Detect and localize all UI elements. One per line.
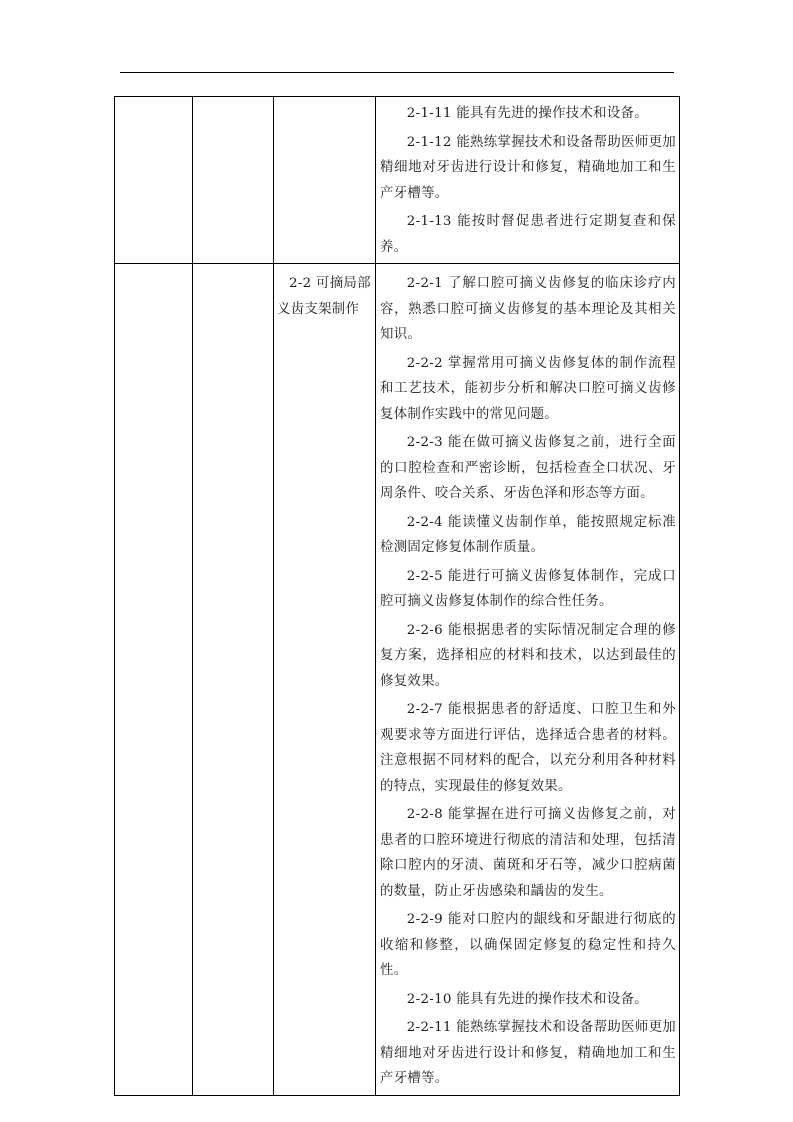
standards-table (114, 96, 680, 1096)
competency-item: 2-2-10 能具有先进的操作技术和设备。 (406, 991, 648, 1007)
competency-item: 2-2-4 能读懂义齿制作单，能按照规定标准检测固定修复体制作质量。 (380, 514, 676, 555)
table-row (115, 264, 680, 1096)
competency-item: 2-2-6 能根据患者的实际情况制定合理的修复方案，选择相应的材料和技术，以达到最佳的修复效果。 (380, 622, 676, 689)
competency-item: 2-2-11 能熟练掌握技术和设备帮助医师更加精细地对牙齿进行设计和修复，精确地加工和生产牙槽等。 (380, 1020, 676, 1086)
competency-item: 2-1-11 能具有先进的操作技术和设备。 (406, 106, 648, 121)
competency-item: 2-1-12 能熟练掌握技术和设备帮助医师更加精细地对牙齿进行设计和修复，精确地加工和生产牙槽等。 (380, 134, 676, 201)
unit-title: 2-2 可摘局部义齿支架制作 (277, 276, 371, 317)
competency-item: 2-2-7 能根据患者的舒适度、口腔卫生和外观要求等方面进行评估，选择适合患者的材料。注意根据不同材料的配合，以充分利用各种材料的特点，实现最佳的修复效果。 (380, 702, 676, 794)
competency-item: 2-2-9 能对口腔内的龈线和牙龈进行彻底的收缩和修整，以确保固定修复的稳定性和持久性。 (380, 912, 676, 978)
competency-item: 2-2-1 了解口腔可摘义齿修复的临床诊疗内容，熟悉口腔可摘义齿修复的基本理论及其相关知识。 (380, 276, 676, 342)
competency-item: 2-2-8 能掌握在进行可摘义齿修复之前，对患者的口腔环境进行彻底的清洁和处理，包括清除口腔内的牙渍、菌斑和牙石等，减少口腔病菌的数量，防止牙齿感染和龋齿的发生。 (380, 807, 676, 899)
unit-cell (274, 97, 376, 264)
competency-item: 2-1-13 能按时督促患者进行定期复查和保养。 (380, 214, 676, 255)
content-cell (376, 264, 680, 1096)
header-rule (120, 72, 674, 73)
col1-cell (115, 97, 193, 264)
unit-cell (274, 264, 376, 1096)
competency-item: 2-2-3 能在做可摘义齿修复之前，进行全面的口腔检查和严密诊断，包括检查全口状况、牙周条件、咬合关系、牙齿色泽和形态等方面。 (380, 435, 676, 501)
col1-cell (115, 264, 193, 1096)
col2-cell (193, 264, 274, 1096)
content-cell (376, 97, 680, 264)
col2-cell (193, 97, 274, 264)
competency-item: 2-2-2 掌握常用可摘义齿修复体的制作流程和工艺技术，能初步分析和解决口腔可摘义齿修复体制作实践中的常见问题。 (380, 355, 676, 422)
table-row (115, 97, 680, 264)
competency-item: 2-2-5 能进行可摘义齿修复体制作，完成口腔可摘义齿修复体制作的综合性任务。 (380, 568, 676, 609)
